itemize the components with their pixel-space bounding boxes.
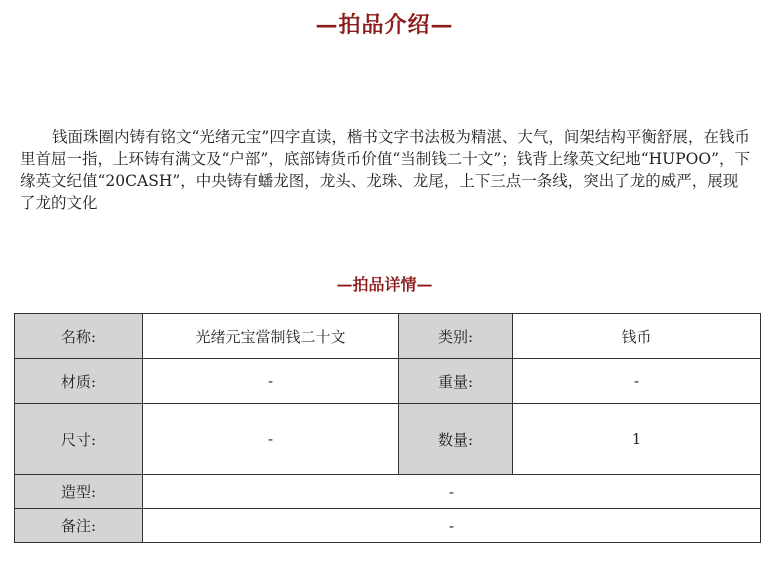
table-row xyxy=(15,475,761,509)
weight-label: 重量: xyxy=(399,359,513,404)
size-value: - xyxy=(143,404,399,475)
shape-value: - xyxy=(143,475,761,509)
details-section-title: —拍品详情— xyxy=(336,275,433,294)
table-row xyxy=(15,359,761,404)
shape-label: 造型: xyxy=(15,475,143,509)
details-table xyxy=(14,313,761,543)
quantity-value: 1 xyxy=(513,404,761,475)
name-label: 名称: xyxy=(15,314,143,359)
category-value: 钱币 xyxy=(513,314,761,359)
table-row xyxy=(15,509,761,543)
table-row xyxy=(15,404,761,475)
material-value: - xyxy=(143,359,399,404)
note-value: - xyxy=(143,509,761,543)
size-label: 尺寸: xyxy=(15,404,143,475)
quantity-label: 数量: xyxy=(399,404,513,475)
name-value: 光绪元宝當制钱二十文 xyxy=(143,314,399,359)
page-title: —拍品介绍— xyxy=(315,12,454,38)
category-label: 类别: xyxy=(399,314,513,359)
material-label: 材质: xyxy=(15,359,143,404)
table-row xyxy=(15,314,761,359)
intro-paragraph: 钱面珠圈内铸有铭文“光绪元宝”四字直读，楷书文字书法极为精湛、大气，间架结构平衡舒展，在钱币里首屈一指，上环铸有满文及“户部”，底部铸货币价值“当制钱二十文”；钱背上缘英文纪地“HUPOO”，下缘英文纪值“20CASH”，中央铸有蟠龙图，龙头、龙珠、龙尾，上下三点一条线，突出了龙的威严，展现了龙的文化 xyxy=(20,127,750,212)
weight-value: - xyxy=(513,359,761,404)
note-label: 备注: xyxy=(15,509,143,543)
